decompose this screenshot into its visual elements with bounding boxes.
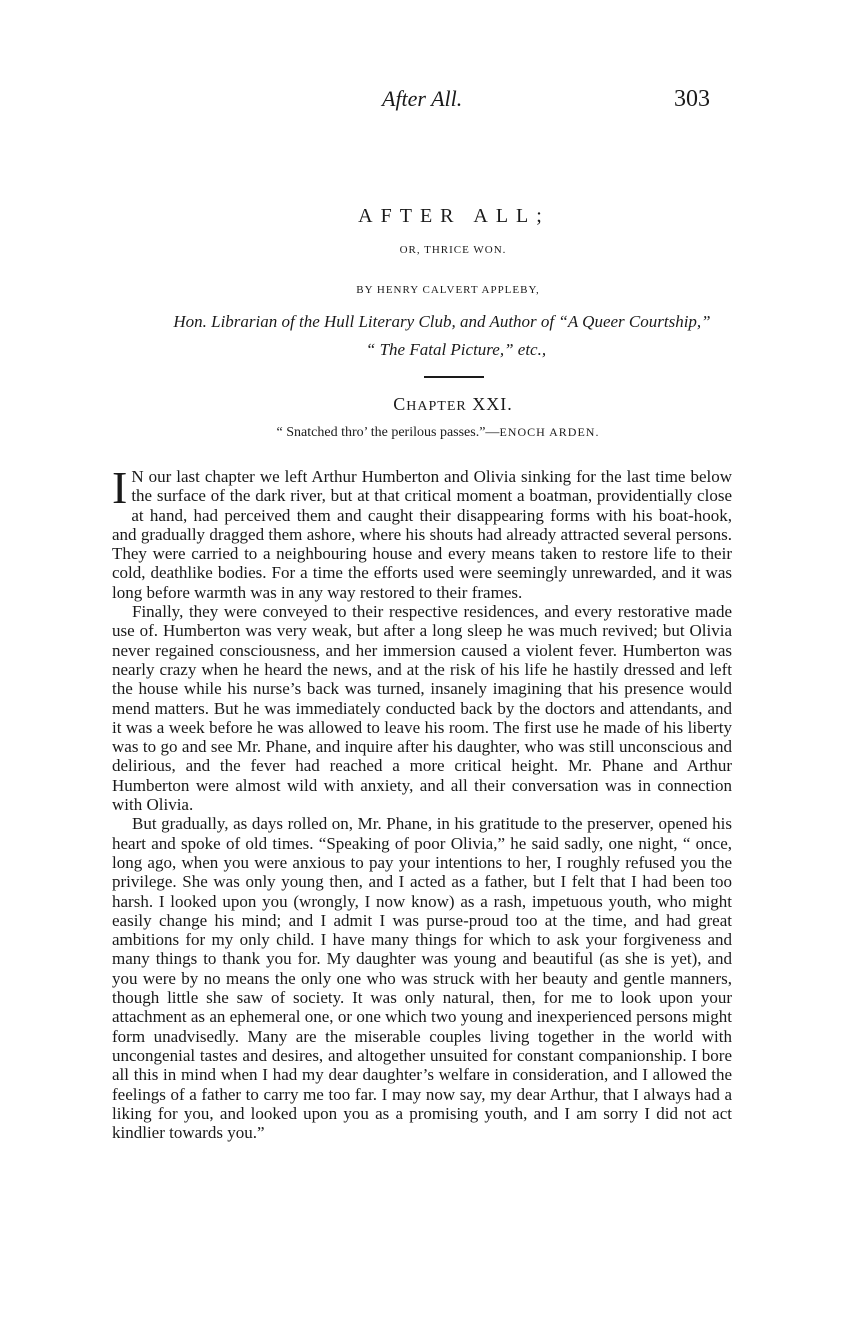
epigraph-author-initial: E — [499, 425, 508, 439]
epigraph — [28, 425, 848, 441]
author-credits — [0, 308, 848, 364]
running-title: After All. — [382, 86, 463, 111]
paragraph-1 — [112, 462, 732, 602]
chapter-label-rest: HAPTER — [406, 399, 467, 414]
chapter-label-initial: C — [393, 394, 407, 414]
drop-cap: I — [112, 462, 128, 513]
paragraph-1-text: N our last chapter we left Arthur Humberton and Olivia sinking for the last time below the surface of the dark river, but at that critical moment a boatman, providentially close at hand, had perceived them and caught their disappearing forms with his boat-hook, and gradually dragged them ashore, where his shouts had already attracted several persons. They were carried to a neighbouring house and every means taken to restore life to their cold, deathlike bodies. For a time the efforts used were seemingly unrewarded, and it was long before warmth was in any way restored to their frames. — [112, 467, 732, 602]
epigraph-author-rest: NOCH A — [507, 425, 559, 439]
page-number: 303 — [674, 86, 710, 112]
running-head — [0, 86, 848, 114]
divider-rule — [424, 376, 484, 378]
title-block — [0, 205, 848, 441]
epigraph-author-rest2: RDEN. — [558, 425, 600, 439]
body-text — [112, 462, 732, 1143]
author-credits-line-2: “ The Fatal Picture,” etc., — [365, 340, 547, 359]
paragraph-2: Finally, they were conveyed to their respective residences, and every restorative made use of. Humberton was very weak, but after a long sleep he was much revived; but Olivia never regained consciousness, and her immersion caused a violent fever. Humberton was nearly crazy when he heard the news, and at the risk of his life he hastily dressed and left the house while his nurse’s back was turned, insanely imagining that his presence would mend matters. But he was immediately conducted back by the doctors and attendants, and it was a week before he was allowed to leave his room. The first use he made of his liberty was to go and see Mr. Phane, and inquire after his daughter, who was still unconscious and delirious, and the fever had reached a more critical height. Mr. Phane and Arthur Humberton were almost wild with anxiety, and all their conversation was in connection with Olivia. — [112, 602, 732, 815]
chapter-number: XXI. — [472, 394, 513, 414]
author-credits-line-1: Hon. Librarian of the Hull Literary Club, and Author of “A Queer Courtship,” — [173, 312, 711, 331]
article-title: AFTER ALL; — [358, 205, 550, 227]
epigraph-quote: “ Snatched thro’ the perilous passes.”— — [276, 425, 500, 440]
epigraph-author — [499, 425, 599, 439]
byline: BY HENRY CALVERT APPLEBY, — [356, 284, 540, 296]
article-subtitle: OR, THRICE WON. — [399, 244, 507, 256]
chapter-heading — [58, 394, 848, 415]
paragraph-3: But gradually, as days rolled on, Mr. Phane, in his gratitude to the preserver, opened his heart and spoke of old times. “Speaking of poor Olivia,” he said sadly, one night, “ once, long ago, when you were anxious to pay your intentions to her, I roughly refused you the privilege. She was only young then, and I acted as a father, but I felt that I had been too harsh. I looked upon you (wrongly, I now know) as a rash, impetuous youth, who might easily change his mind; and I admit I was purse-proud too at the time, and had great ambitions for my only child. I have many things for which to ask your forgiveness and many things to thank you for. My daughter was young and beautiful (as she is yet), and you were by no means the only one who was struck with her beauty and gentle manners, though little she saw of society. It was only natural, then, for me to look upon your attachment as an ephemeral one, or one which two young and inexperienced persons might form unadvisedly. Many are the miserable couples living together in the world with uncongenial tastes and desires, and altogether unsuited for constant companionship. I bore all this in mind when I had my dear daughter’s welfare in consideration, and I allowed the feelings of a father to carry me too far. I may now say, my dear Arthur, that I always had a liking for you, and looked upon you as a promising youth, and I am sorry I did not act kindlier towards you.” — [112, 814, 732, 1143]
